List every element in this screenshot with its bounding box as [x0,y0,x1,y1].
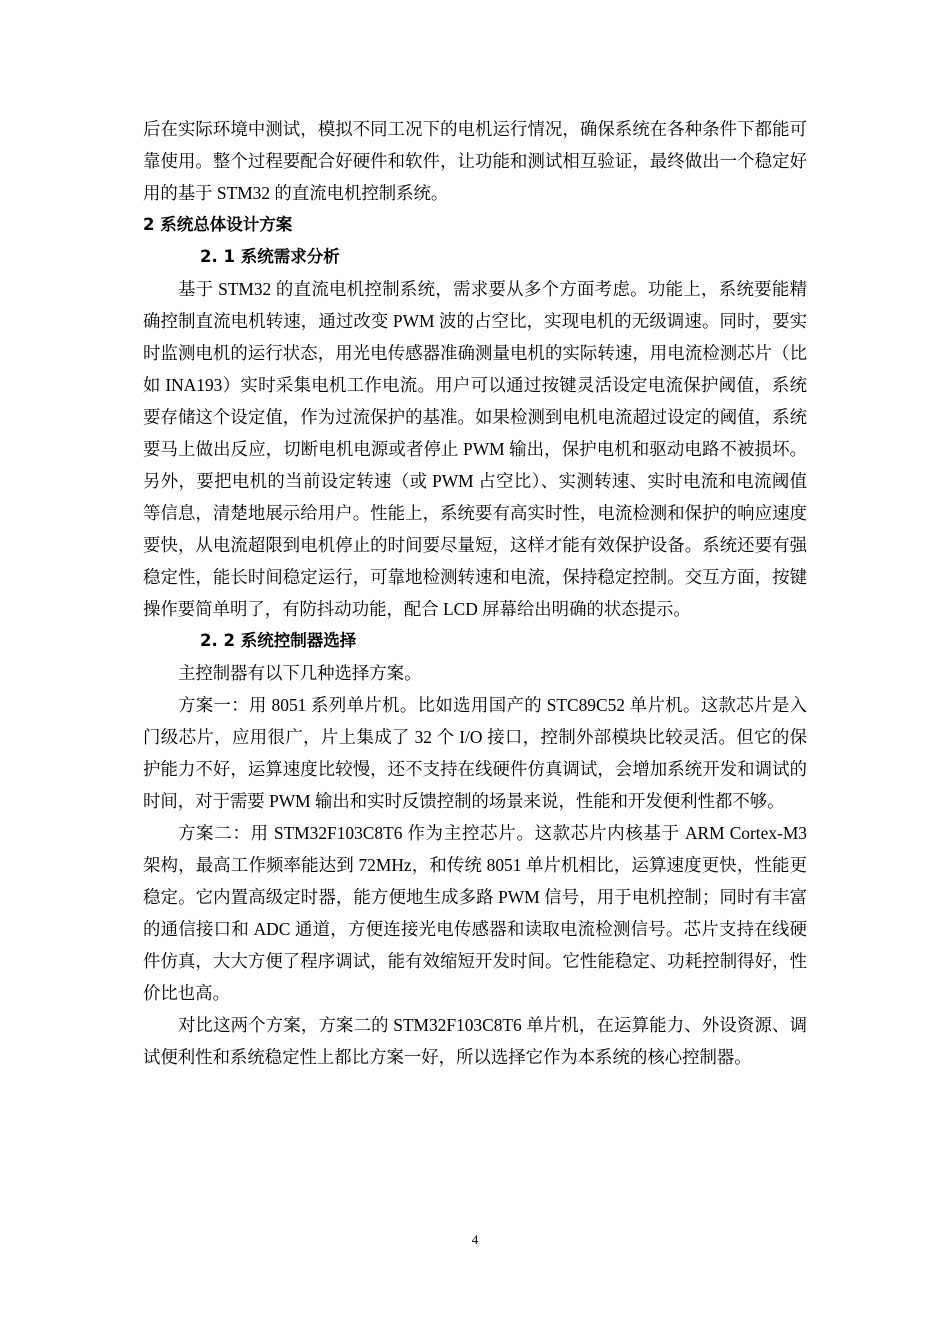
page-number: 4 [471,1232,479,1247]
paragraph-requirements: 基于 STM32 的直流电机控制系统，需求要从多个方面考虑。功能上，系统要能精确控制直流电机转速，通过改变 PWM 波的占空比，实现电机的无级调速。同时，要实时监测电机的运行状态，用光电传感器准确测量电机的实际转速，用电流检测芯片（比如 INA193）实时采集电机工作电流。用户可以通过按键灵活设定电流保护阈值，系统要存储这个设定值，作为过流保护的基准。如果检测到电机电流超过设定的阈值，系统要马上做出反应，切断电机电源或者停止 PWM 输出，保护电机和驱动电路不被损坏。另外，要把电机的当前设定转速（或 PWM 占空比）、实测转速、实时电流和电流阈值等信息，清楚地展示给用户。性能上，系统要有高实时性，电流检测和保护的响应速度要快，从电流超限到电机停止的时间要尽量短，这样才能有效保护设备。系统还要有强稳定性，能长时间稳定运行，可靠地检测转速和电流，保持稳定控制。交互方面，按键操作要简单明了，有防抖动功能，配合 LCD 屏幕给出明确的状态提示。 [143,279,807,619]
paragraph-option-two: 方案二：用 STM32F103C8T6 作为主控芯片。这款芯片内核基于 ARM Cortex-M3 架构，最高工作频率能达到 72MHz，和传统 8051 单片机相比，运算速度更快，性能更稳定。它内置高级定时器，能方便地生成多路 PWM 信号，用于电机控制；同时有丰富的通信接口和 ADC 通道，方便连接光电传感器和读取电流检测信号。芯片支持在线硬件仿真，大大方便了程序调试，能有效缩短开发时间。它性能稳定、功耗控制得好，性价比也高。 [143,823,807,1003]
paragraph-comparison: 对比这两个方案，方案二的 STM32F103C8T6 单片机，在运算能力、外设资源、调试便利性和系统稳定性上都比方案一好，所以选择它作为本系统的核心控制器。 [143,1015,807,1067]
paragraph-controller-intro: 主控制器有以下几种选择方案。 [178,663,422,683]
paragraph-continuation: 后在实际环境中测试，模拟不同工况下的电机运行情况，确保系统在各种条件下都能可靠使用。整个过程要配合好硬件和软件，让功能和测试相互验证，最终做出一个稳定好用的基于 STM32 的直流电机控制系统。 [143,119,807,203]
subsection-heading-2-1: 2. 1 系统需求分析 [200,247,340,266]
document-page [143,113,807,1073]
paragraph-option-one: 方案一：用 8051 系列单片机。比如选用国产的 STC89C52 单片机。这款芯片是入门级芯片，应用很广，片上集成了 32 个 I/O 接口，控制外部模块比较灵活。但它的保护能力不好，运算速度比较慢，还不支持在线硬件仿真调试，会增加系统开发和调试的时间，对于需要 PWM 输出和实时反馈控制的场景来说，性能和开发便利性都不够。 [143,695,807,811]
subsection-heading-2-2: 2. 2 系统控制器选择 [200,631,357,650]
section-heading-2: 2 系统总体设计方案 [143,215,293,234]
